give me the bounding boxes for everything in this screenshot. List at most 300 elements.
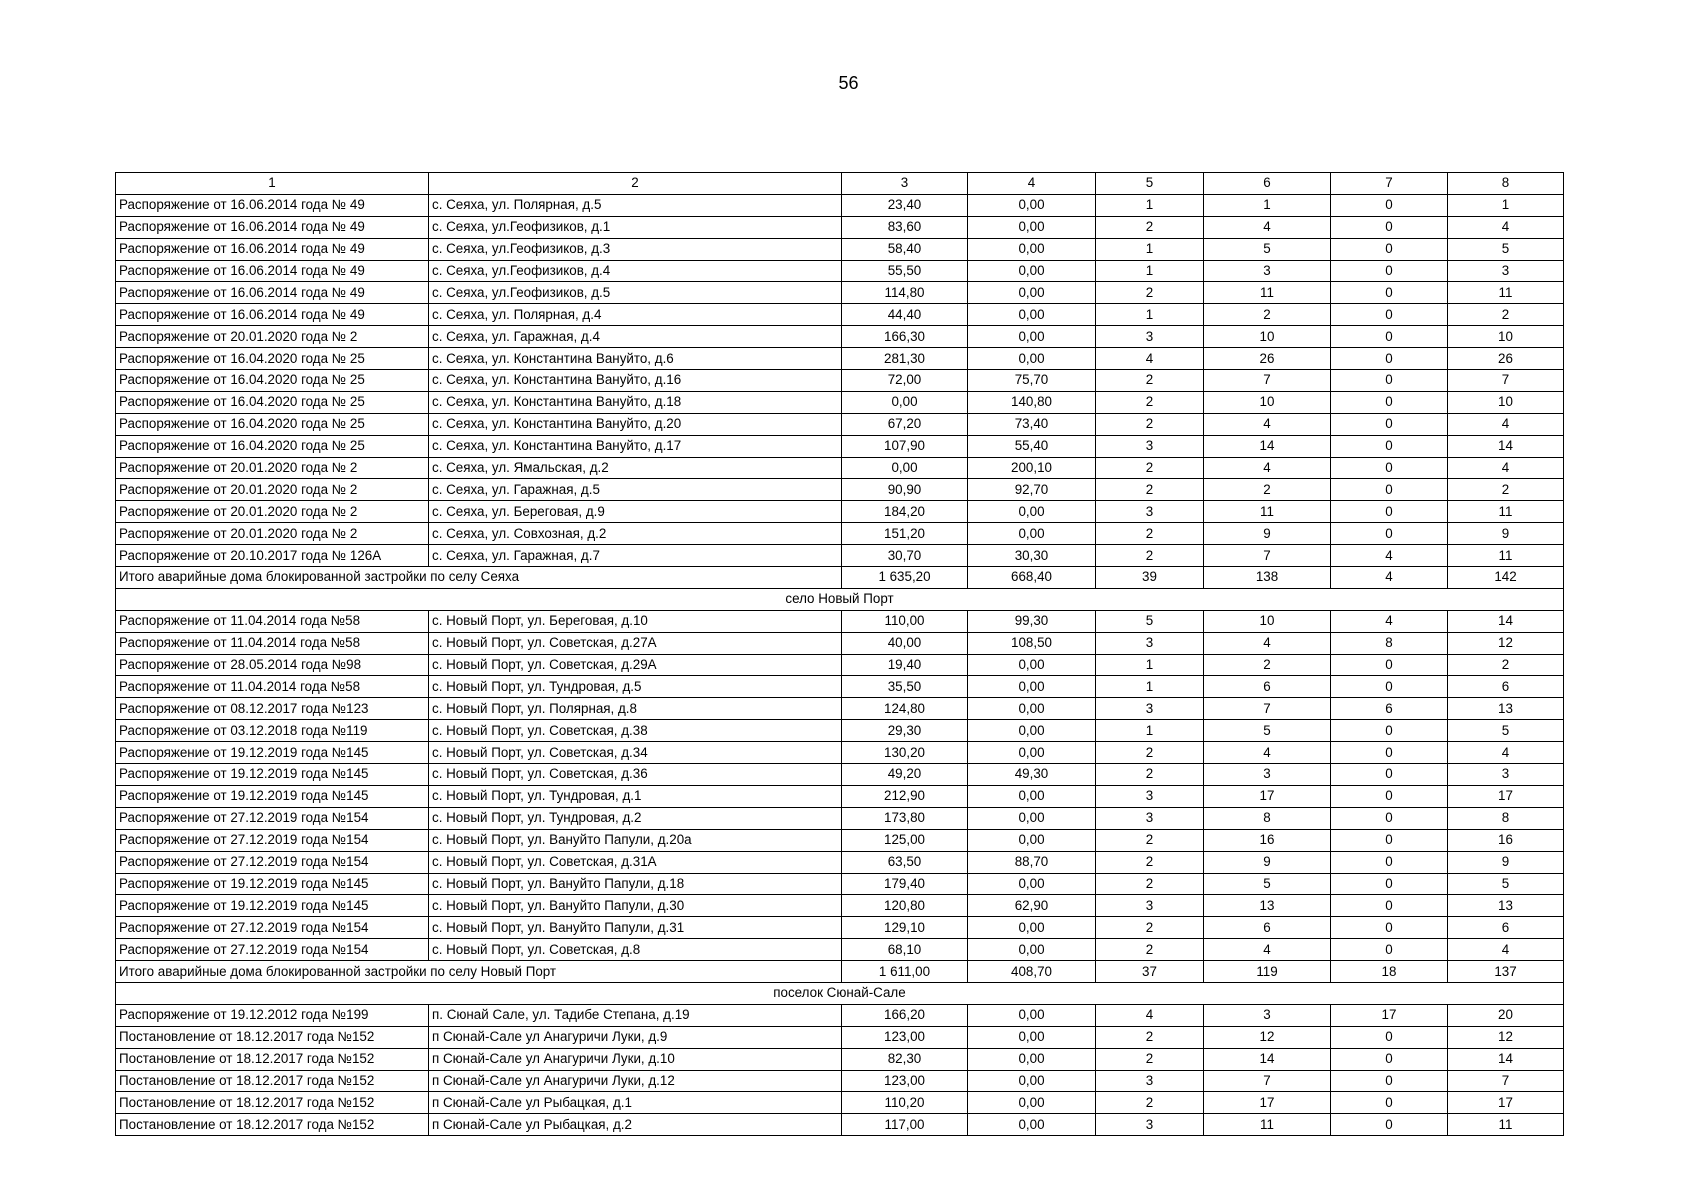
value-cell: 0 (1331, 1114, 1448, 1136)
value-cell: 1 (1096, 304, 1204, 326)
value-cell: 0 (1331, 326, 1448, 348)
value-cell: 9 (1204, 851, 1331, 873)
value-cell: 13 (1448, 895, 1564, 917)
value-cell: 2 (1204, 304, 1331, 326)
value-cell: 1 (1448, 194, 1564, 216)
value-cell: 10 (1204, 326, 1331, 348)
value-cell: 0,00 (968, 216, 1096, 238)
value-cell: 2 (1448, 304, 1564, 326)
table-row (116, 873, 1564, 895)
address-cell: с. Новый Порт, ул. Тундровая, д.5 (429, 676, 842, 698)
document-cell: Распоряжение от 11.04.2014 года №58 (116, 676, 429, 698)
value-cell: 0,00 (968, 1004, 1096, 1026)
value-cell: 5 (1204, 238, 1331, 260)
value-cell: 73,40 (968, 413, 1096, 435)
table-row (116, 348, 1564, 370)
value-cell: 3 (1096, 435, 1204, 457)
address-cell: п Сюнай-Сале ул Рыбацкая, д.2 (429, 1114, 842, 1136)
value-cell: 3 (1448, 260, 1564, 282)
value-cell: 1 (1096, 260, 1204, 282)
table-row (116, 457, 1564, 479)
housing-register-table (115, 172, 1564, 1136)
value-cell: 72,00 (842, 370, 968, 392)
value-cell: 55,40 (968, 435, 1096, 457)
column-number-cell: 4 (968, 173, 1096, 195)
value-cell: 0 (1331, 413, 1448, 435)
value-cell: 3 (1096, 785, 1204, 807)
value-cell: 29,30 (842, 720, 968, 742)
address-cell: п Сюнай-Сале ул Анагуричи Луки, д.12 (429, 1070, 842, 1092)
value-cell: 12 (1448, 632, 1564, 654)
document-cell: Постановление от 18.12.2017 года №152 (116, 1070, 429, 1092)
value-cell: 2 (1096, 742, 1204, 764)
value-cell: 3 (1204, 764, 1331, 786)
value-cell: 0,00 (968, 304, 1096, 326)
value-cell: 17 (1204, 1092, 1331, 1114)
document-cell: Распоряжение от 16.04.2020 года № 25 (116, 391, 429, 413)
value-cell: 19,40 (842, 654, 968, 676)
value-cell: 0 (1331, 807, 1448, 829)
table-row (116, 194, 1564, 216)
document-cell: Распоряжение от 19.12.2019 года №145 (116, 785, 429, 807)
address-cell: с. Новый Порт, ул. Советская, д.31А (429, 851, 842, 873)
address-cell: с. Сеяха, ул.Геофизиков, д.1 (429, 216, 842, 238)
table-row (116, 676, 1564, 698)
value-cell: 10 (1448, 326, 1564, 348)
table-row (116, 764, 1564, 786)
table-row (116, 216, 1564, 238)
column-number-cell: 3 (842, 173, 968, 195)
table-row (116, 939, 1564, 961)
address-cell: с. Новый Порт, ул. Вануйто Папули, д.31 (429, 917, 842, 939)
value-cell: 10 (1204, 391, 1331, 413)
address-cell: с. Сеяха, ул. Константина Вануйто, д.16 (429, 370, 842, 392)
total-value-cell: 142 (1448, 567, 1564, 589)
table-row (116, 1004, 1564, 1026)
value-cell: 3 (1096, 895, 1204, 917)
value-cell: 0,00 (968, 829, 1096, 851)
document-cell: Распоряжение от 16.06.2014 года № 49 (116, 238, 429, 260)
table-row (116, 895, 1564, 917)
value-cell: 2 (1096, 413, 1204, 435)
value-cell: 26 (1448, 348, 1564, 370)
address-cell: с. Новый Порт, ул. Советская, д.38 (429, 720, 842, 742)
value-cell: 114,80 (842, 282, 968, 304)
value-cell: 166,30 (842, 326, 968, 348)
section-title: село Новый Порт (116, 588, 1564, 610)
value-cell: 68,10 (842, 939, 968, 961)
value-cell: 0,00 (968, 654, 1096, 676)
address-cell: с. Новый Порт, ул. Вануйто Папули, д.30 (429, 895, 842, 917)
address-cell: с. Сеяха, ул. Гаражная, д.5 (429, 479, 842, 501)
value-cell: 0 (1331, 1026, 1448, 1048)
document-cell: Распоряжение от 16.06.2014 года № 49 (116, 194, 429, 216)
value-cell: 0,00 (968, 917, 1096, 939)
value-cell: 26 (1204, 348, 1331, 370)
value-cell: 0,00 (968, 939, 1096, 961)
table-row (116, 1048, 1564, 1070)
table-row (116, 1114, 1564, 1136)
value-cell: 12 (1448, 1026, 1564, 1048)
value-cell: 0 (1331, 216, 1448, 238)
value-cell: 5 (1448, 720, 1564, 742)
value-cell: 6 (1204, 917, 1331, 939)
document-cell: Распоряжение от 11.04.2014 года №58 (116, 632, 429, 654)
value-cell: 17 (1448, 785, 1564, 807)
value-cell: 5 (1204, 720, 1331, 742)
document-cell: Распоряжение от 20.01.2020 года № 2 (116, 479, 429, 501)
value-cell: 0 (1331, 764, 1448, 786)
page-number: 56 (838, 73, 859, 93)
table-row (116, 523, 1564, 545)
value-cell: 3 (1096, 501, 1204, 523)
document-cell: Постановление от 18.12.2017 года №152 (116, 1048, 429, 1070)
table-row (116, 851, 1564, 873)
value-cell: 67,20 (842, 413, 968, 435)
value-cell: 2 (1096, 370, 1204, 392)
value-cell: 2 (1096, 764, 1204, 786)
value-cell: 0 (1331, 391, 1448, 413)
value-cell: 2 (1096, 873, 1204, 895)
value-cell: 2 (1204, 479, 1331, 501)
value-cell: 0 (1331, 742, 1448, 764)
value-cell: 7 (1448, 1070, 1564, 1092)
table-row (116, 413, 1564, 435)
table-row (116, 742, 1564, 764)
value-cell: 75,70 (968, 370, 1096, 392)
address-cell: с. Новый Порт, ул. Советская, д.8 (429, 939, 842, 961)
value-cell: 16 (1448, 829, 1564, 851)
document-cell: Постановление от 18.12.2017 года №152 (116, 1092, 429, 1114)
value-cell: 5 (1204, 873, 1331, 895)
value-cell: 0,00 (968, 1114, 1096, 1136)
value-cell: 173,80 (842, 807, 968, 829)
value-cell: 2 (1096, 391, 1204, 413)
value-cell: 3 (1448, 764, 1564, 786)
address-cell: с. Сеяха, ул. Совхозная, д.2 (429, 523, 842, 545)
value-cell: 13 (1204, 895, 1331, 917)
value-cell: 2 (1096, 282, 1204, 304)
value-cell: 0,00 (968, 720, 1096, 742)
document-cell: Распоряжение от 27.12.2019 года №154 (116, 851, 429, 873)
document-cell: Распоряжение от 19.12.2019 года №145 (116, 873, 429, 895)
column-number-cell: 2 (429, 173, 842, 195)
value-cell: 14 (1448, 435, 1564, 457)
value-cell: 5 (1096, 610, 1204, 632)
document-cell: Постановление от 18.12.2017 года №152 (116, 1026, 429, 1048)
value-cell: 4 (1204, 742, 1331, 764)
value-cell: 14 (1204, 1048, 1331, 1070)
address-cell: с. Новый Порт, ул. Тундровая, д.2 (429, 807, 842, 829)
value-cell: 200,10 (968, 457, 1096, 479)
value-cell: 4 (1331, 545, 1448, 567)
value-cell: 17 (1204, 785, 1331, 807)
table-row (116, 654, 1564, 676)
value-cell: 151,20 (842, 523, 968, 545)
value-cell: 10 (1204, 610, 1331, 632)
table-row (116, 1026, 1564, 1048)
document-cell: Постановление от 18.12.2017 года №152 (116, 1114, 429, 1136)
value-cell: 0 (1331, 523, 1448, 545)
document-cell: Распоряжение от 16.04.2020 года № 25 (116, 435, 429, 457)
value-cell: 107,90 (842, 435, 968, 457)
total-value-cell: 1 611,00 (842, 961, 968, 983)
value-cell: 7 (1204, 370, 1331, 392)
value-cell: 55,50 (842, 260, 968, 282)
value-cell: 0,00 (968, 1048, 1096, 1070)
address-cell: с. Сеяха, ул. Константина Вануйто, д.20 (429, 413, 842, 435)
section-title: поселок Сюнай-Сале (116, 982, 1564, 1004)
value-cell: 0,00 (968, 326, 1096, 348)
table-row (116, 1092, 1564, 1114)
value-cell: 0 (1331, 676, 1448, 698)
document-cell: Распоряжение от 03.12.2018 года №119 (116, 720, 429, 742)
value-cell: 0 (1331, 304, 1448, 326)
value-cell: 0 (1331, 829, 1448, 851)
address-cell: с. Сеяха, ул. Константина Вануйто, д.6 (429, 348, 842, 370)
value-cell: 14 (1448, 1048, 1564, 1070)
value-cell: 1 (1096, 676, 1204, 698)
value-cell: 0 (1331, 851, 1448, 873)
value-cell: 2 (1096, 545, 1204, 567)
table-row (116, 304, 1564, 326)
value-cell: 8 (1448, 807, 1564, 829)
document-cell: Распоряжение от 16.04.2020 года № 25 (116, 370, 429, 392)
value-cell: 3 (1204, 260, 1331, 282)
total-value-cell: 668,40 (968, 567, 1096, 589)
value-cell: 62,90 (968, 895, 1096, 917)
value-cell: 4 (1448, 939, 1564, 961)
value-cell: 63,50 (842, 851, 968, 873)
table-row (116, 545, 1564, 567)
address-cell: с. Новый Порт, ул. Вануйто Папули, д.20а (429, 829, 842, 851)
value-cell: 2 (1096, 851, 1204, 873)
value-cell: 184,20 (842, 501, 968, 523)
value-cell: 0 (1331, 873, 1448, 895)
value-cell: 108,50 (968, 632, 1096, 654)
value-cell: 120,80 (842, 895, 968, 917)
value-cell: 0 (1331, 1092, 1448, 1114)
value-cell: 2 (1096, 939, 1204, 961)
value-cell: 4 (1448, 742, 1564, 764)
address-cell: с. Новый Порт, ул. Советская, д.27А (429, 632, 842, 654)
document-cell: Распоряжение от 27.12.2019 года №154 (116, 829, 429, 851)
total-value-cell: 39 (1096, 567, 1204, 589)
table-row (116, 720, 1564, 742)
value-cell: 7 (1204, 545, 1331, 567)
value-cell: 3 (1096, 1114, 1204, 1136)
value-cell: 49,20 (842, 764, 968, 786)
value-cell: 0 (1331, 282, 1448, 304)
column-number-cell: 6 (1204, 173, 1331, 195)
value-cell: 0,00 (968, 194, 1096, 216)
value-cell: 9 (1204, 523, 1331, 545)
value-cell: 0 (1331, 720, 1448, 742)
value-cell: 4 (1204, 216, 1331, 238)
value-cell: 123,00 (842, 1070, 968, 1092)
value-cell: 13 (1448, 698, 1564, 720)
value-cell: 166,20 (842, 1004, 968, 1026)
value-cell: 1 (1204, 194, 1331, 216)
value-cell: 0 (1331, 435, 1448, 457)
value-cell: 11 (1204, 282, 1331, 304)
value-cell: 110,00 (842, 610, 968, 632)
total-value-cell: 18 (1331, 961, 1448, 983)
value-cell: 0,00 (968, 785, 1096, 807)
document-cell: Распоряжение от 11.04.2014 года №58 (116, 610, 429, 632)
value-cell: 11 (1448, 545, 1564, 567)
table-row (116, 1070, 1564, 1092)
document-cell: Распоряжение от 19.12.2019 года №145 (116, 895, 429, 917)
address-cell: с. Сеяха, ул. Ямальская, д.2 (429, 457, 842, 479)
value-cell: 2 (1096, 917, 1204, 939)
value-cell: 14 (1448, 610, 1564, 632)
value-cell: 7 (1448, 370, 1564, 392)
table-row (116, 260, 1564, 282)
document-cell: Распоряжение от 20.01.2020 года № 2 (116, 326, 429, 348)
address-cell: с. Новый Порт, ул. Полярная, д.8 (429, 698, 842, 720)
value-cell: 10 (1448, 391, 1564, 413)
value-cell: 2 (1448, 479, 1564, 501)
value-cell: 23,40 (842, 194, 968, 216)
value-cell: 0 (1331, 1048, 1448, 1070)
total-value-cell: 138 (1204, 567, 1331, 589)
value-cell: 6 (1448, 676, 1564, 698)
total-value-cell: 408,70 (968, 961, 1096, 983)
address-cell: с. Сеяха, ул. Гаражная, д.7 (429, 545, 842, 567)
table-row (116, 917, 1564, 939)
value-cell: 2 (1096, 1092, 1204, 1114)
value-cell: 49,30 (968, 764, 1096, 786)
value-cell: 0,00 (968, 1026, 1096, 1048)
address-cell: с. Новый Порт, ул. Советская, д.34 (429, 742, 842, 764)
value-cell: 3 (1096, 632, 1204, 654)
value-cell: 6 (1448, 917, 1564, 939)
total-value-cell: 1 635,20 (842, 567, 968, 589)
document-cell: Распоряжение от 28.05.2014 года №98 (116, 654, 429, 676)
document-cell: Распоряжение от 16.04.2020 года № 25 (116, 348, 429, 370)
value-cell: 2 (1096, 1048, 1204, 1070)
value-cell: 99,30 (968, 610, 1096, 632)
value-cell: 0 (1331, 479, 1448, 501)
value-cell: 5 (1448, 873, 1564, 895)
address-cell: п Сюнай-Сале ул Рыбацкая, д.1 (429, 1092, 842, 1114)
value-cell: 8 (1331, 632, 1448, 654)
value-cell: 124,80 (842, 698, 968, 720)
value-cell: 0,00 (968, 238, 1096, 260)
section-header-row (116, 588, 1564, 610)
document-cell: Распоряжение от 16.06.2014 года № 49 (116, 282, 429, 304)
address-cell: п Сюнай-Сале ул Анагуричи Луки, д.9 (429, 1026, 842, 1048)
value-cell: 0,00 (968, 282, 1096, 304)
value-cell: 0 (1331, 939, 1448, 961)
value-cell: 11 (1448, 282, 1564, 304)
value-cell: 2 (1204, 654, 1331, 676)
address-cell: с. Сеяха, ул. Гаражная, д.4 (429, 326, 842, 348)
value-cell: 2 (1096, 523, 1204, 545)
value-cell: 83,60 (842, 216, 968, 238)
value-cell: 0 (1331, 501, 1448, 523)
document-cell: Распоряжение от 27.12.2019 года №154 (116, 807, 429, 829)
address-cell: с. Сеяха, ул. Полярная, д.5 (429, 194, 842, 216)
total-label: Итого аварийные дома блокированной застройки по селу Сеяха (116, 567, 842, 589)
value-cell: 12 (1204, 1026, 1331, 1048)
table-row (116, 632, 1564, 654)
value-cell: 2 (1096, 1026, 1204, 1048)
value-cell: 3 (1096, 807, 1204, 829)
table-row (116, 610, 1564, 632)
value-cell: 0,00 (968, 501, 1096, 523)
value-cell: 140,80 (968, 391, 1096, 413)
value-cell: 44,40 (842, 304, 968, 326)
value-cell: 6 (1204, 676, 1331, 698)
value-cell: 35,50 (842, 676, 968, 698)
total-row (116, 567, 1564, 589)
address-cell: с. Сеяха, ул. Береговая, д.9 (429, 501, 842, 523)
value-cell: 3 (1204, 1004, 1331, 1026)
value-cell: 0 (1331, 348, 1448, 370)
address-cell: с. Новый Порт, ул. Советская, д.36 (429, 764, 842, 786)
value-cell: 4 (1204, 457, 1331, 479)
value-cell: 0,00 (842, 457, 968, 479)
address-cell: с. Новый Порт, ул. Тундровая, д.1 (429, 785, 842, 807)
value-cell: 0,00 (968, 742, 1096, 764)
value-cell: 16 (1204, 829, 1331, 851)
value-cell: 2 (1096, 829, 1204, 851)
value-cell: 0,00 (842, 391, 968, 413)
value-cell: 1 (1096, 194, 1204, 216)
value-cell: 88,70 (968, 851, 1096, 873)
table-row (116, 807, 1564, 829)
address-cell: с. Сеяха, ул. Полярная, д.4 (429, 304, 842, 326)
value-cell: 82,30 (842, 1048, 968, 1070)
address-cell: с. Сеяха, ул. Константина Вануйто, д.17 (429, 435, 842, 457)
column-number-cell: 5 (1096, 173, 1204, 195)
value-cell: 11 (1448, 1114, 1564, 1136)
value-cell: 0 (1331, 654, 1448, 676)
column-number-cell: 8 (1448, 173, 1564, 195)
value-cell: 4 (1204, 413, 1331, 435)
address-cell: п. Сюнай Сале, ул. Тадибе Степана, д.19 (429, 1004, 842, 1026)
value-cell: 11 (1448, 501, 1564, 523)
total-value-cell: 137 (1448, 961, 1564, 983)
value-cell: 212,90 (842, 785, 968, 807)
value-cell: 281,30 (842, 348, 968, 370)
value-cell: 0,00 (968, 1070, 1096, 1092)
value-cell: 92,70 (968, 479, 1096, 501)
table-row (116, 698, 1564, 720)
value-cell: 1 (1096, 654, 1204, 676)
value-cell: 2 (1096, 479, 1204, 501)
value-cell: 4 (1204, 939, 1331, 961)
value-cell: 1 (1096, 720, 1204, 742)
value-cell: 0,00 (968, 1092, 1096, 1114)
column-number-cell: 1 (116, 173, 429, 195)
address-cell: с. Новый Порт, ул. Береговая, д.10 (429, 610, 842, 632)
section-header-row (116, 982, 1564, 1004)
column-number-row (116, 173, 1564, 195)
column-number-cell: 7 (1331, 173, 1448, 195)
value-cell: 2 (1448, 654, 1564, 676)
table-row (116, 282, 1564, 304)
value-cell: 4 (1448, 413, 1564, 435)
document-cell: Распоряжение от 16.06.2014 года № 49 (116, 260, 429, 282)
value-cell: 130,20 (842, 742, 968, 764)
value-cell: 179,40 (842, 873, 968, 895)
value-cell: 0,00 (968, 260, 1096, 282)
value-cell: 17 (1448, 1092, 1564, 1114)
value-cell: 125,00 (842, 829, 968, 851)
